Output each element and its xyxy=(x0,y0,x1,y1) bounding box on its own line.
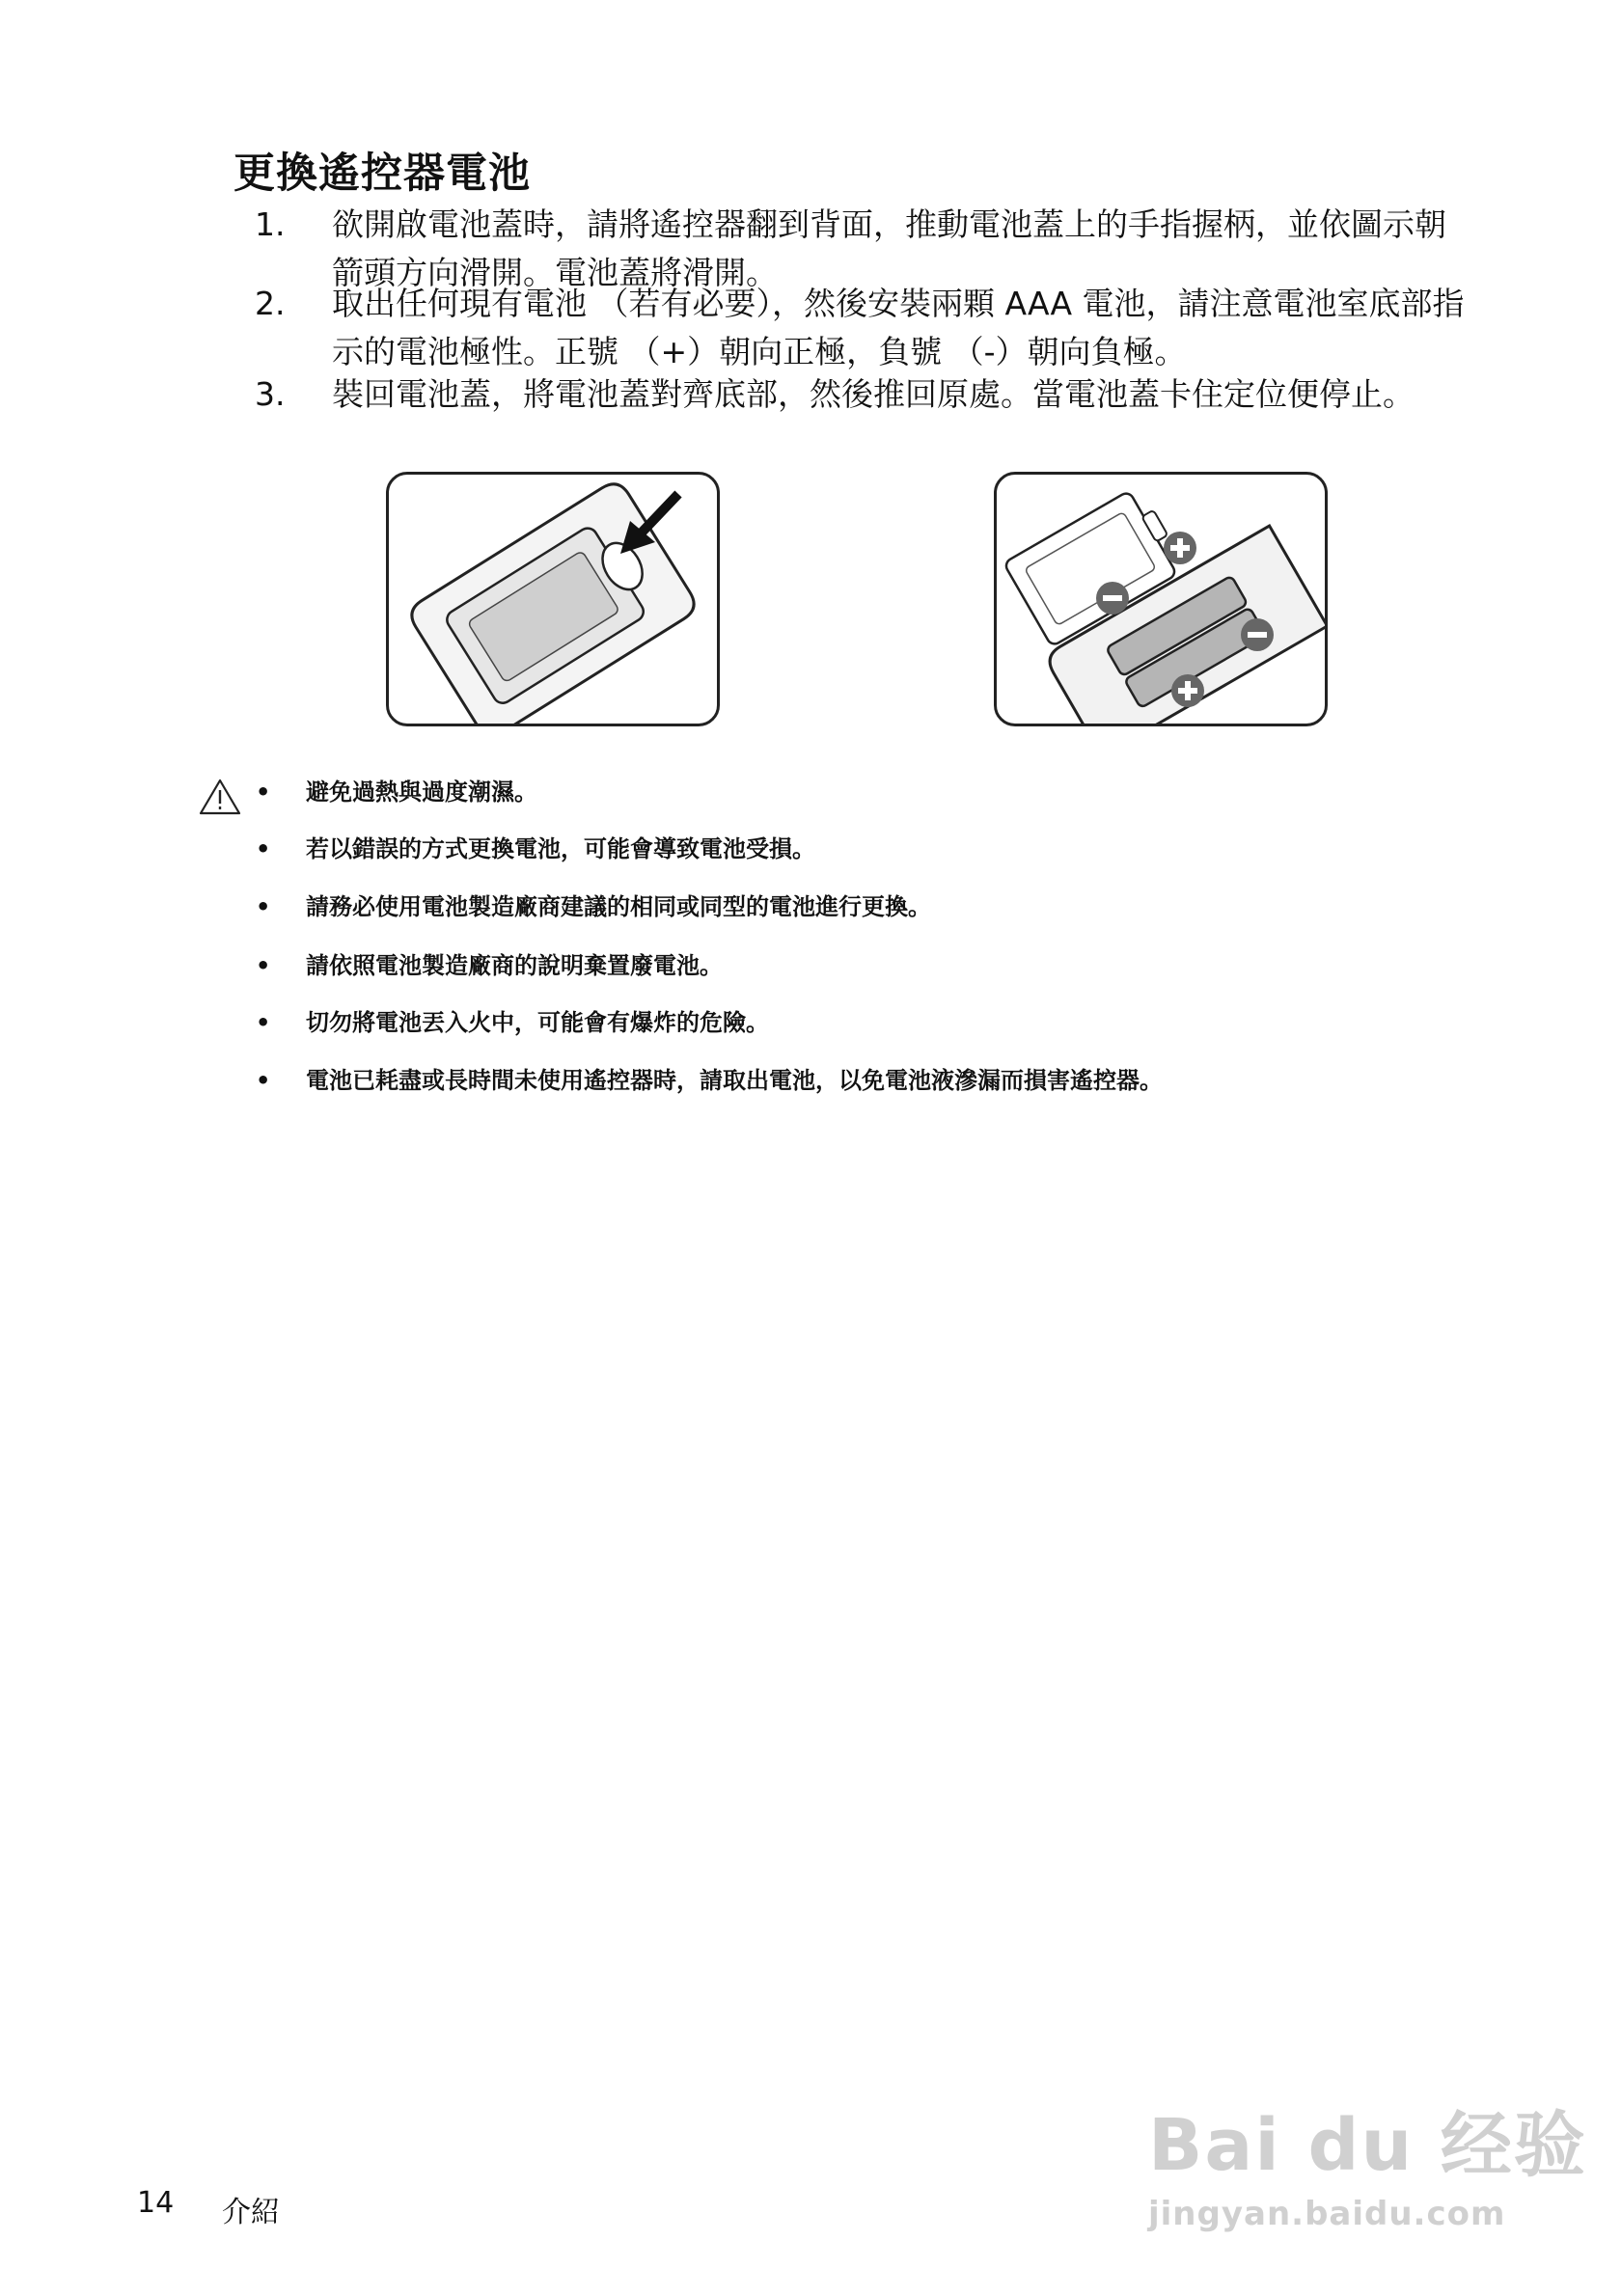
step-3 xyxy=(255,370,1470,419)
list-item-text: 避免過熱與過度潮濕。 xyxy=(306,779,537,806)
plus-icon xyxy=(1171,674,1204,707)
list-item-text: 若以錯誤的方式更換電池，可能會導致電池受損。 xyxy=(306,835,815,862)
bullet-dot: • xyxy=(256,1009,271,1036)
list-item-text: 電池已耗盡或長時間未使用遙控器時，請取出電池，以免電池液滲漏而損害遙控器。 xyxy=(306,1067,1163,1094)
bullet-dot: • xyxy=(256,893,271,920)
remote-back-illustration xyxy=(389,475,720,726)
watermark-url: jingyan.baidu.com xyxy=(1148,2195,1506,2233)
battery-compartment-illustration xyxy=(997,475,1328,726)
page-number: 14 xyxy=(137,2186,175,2220)
step-2 xyxy=(255,280,1470,376)
step-text: 裝回電池蓋，將電池蓋對齊底部，然後推回原處。當電池蓋卡住定位便停止。 xyxy=(332,375,1415,413)
watermark-main: Bai du 经验 xyxy=(1148,2104,1587,2187)
step-number: 3. xyxy=(255,375,286,413)
step-number: 2. xyxy=(255,285,286,322)
figure-insert-batteries xyxy=(994,472,1328,726)
bullet-dot: • xyxy=(256,835,271,862)
bullet-dot: • xyxy=(256,952,271,979)
plus-icon xyxy=(1164,532,1196,564)
list-item-text: 切勿將電池丟入火中，可能會有爆炸的危險。 xyxy=(306,1009,769,1036)
section-name: 介紹 xyxy=(222,2196,280,2229)
page-title: 更換遙控器電池 xyxy=(234,150,531,198)
list-item-text: 請依照電池製造廠商的說明棄置廢電池。 xyxy=(306,952,723,979)
watermark xyxy=(1148,2089,1587,2233)
step-text: 欲開啟電池蓋時，請將遙控器翻到背面，推動電池蓋上的手指握柄，並依圖示朝箭頭方向滑開。電池蓋將滑開。 xyxy=(332,205,1446,291)
list-item-text: 請務必使用電池製造廠商建議的相同或同型的電池進行更換。 xyxy=(306,893,931,920)
bullet-dot: • xyxy=(256,1067,271,1094)
bullet-dot: • xyxy=(256,779,271,806)
step-number: 1. xyxy=(255,205,286,243)
figure-open-cover xyxy=(386,472,720,726)
minus-icon xyxy=(1241,618,1274,651)
minus-icon xyxy=(1096,582,1129,615)
warning-triangle-icon xyxy=(198,778,242,816)
step-text: 取出任何現有電池 （若有必要），然後安裝兩顆 AAA 電池，請注意電池室底部指示的電池極性。正號 （+）朝向正極，負號 （-）朝向負極。 xyxy=(332,285,1465,370)
